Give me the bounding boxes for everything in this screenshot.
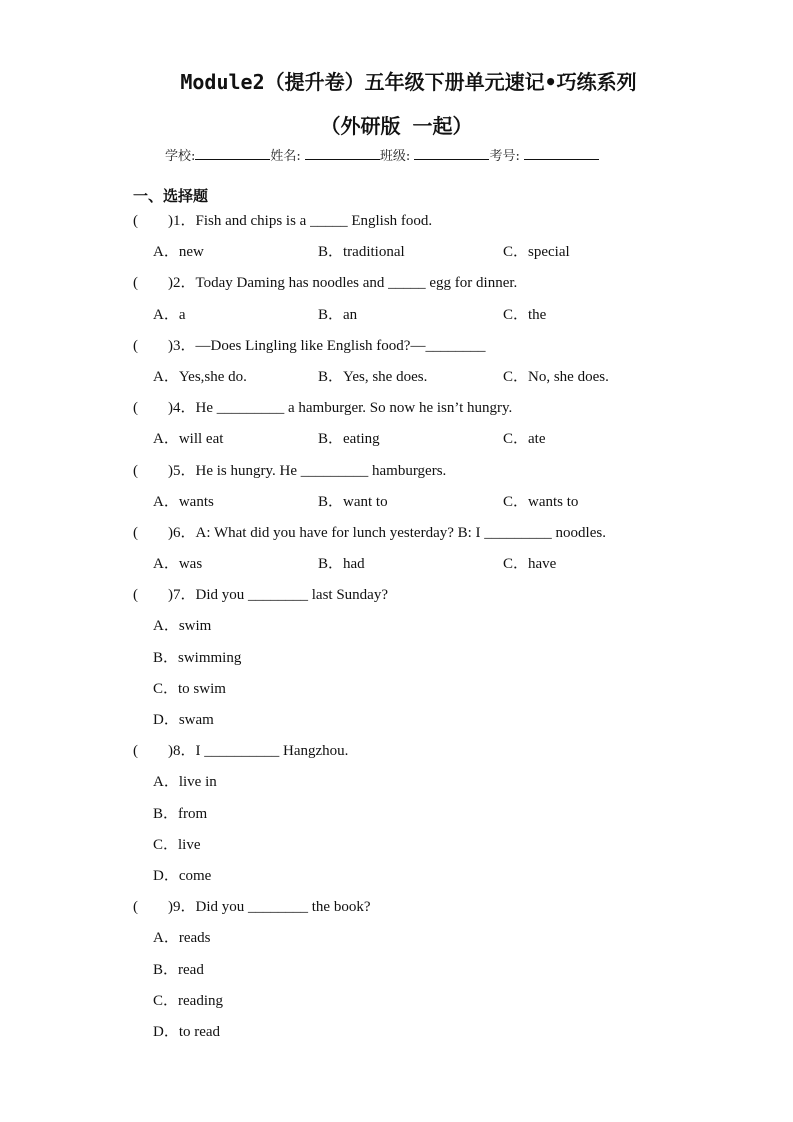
options-row xyxy=(133,362,733,393)
option[interactable]: A．Yes,she do. xyxy=(153,368,247,385)
question-8: ( )8．I __________ Hangzhou. xyxy=(133,743,349,760)
page-title: Module2（提升卷）五年级下册单元速记•巧练系列 xyxy=(180,70,637,94)
question-4: ( )4．He _________ a hamburger. So now he isn’t hungry. xyxy=(133,400,513,417)
option[interactable]: D．swam xyxy=(153,712,214,728)
option[interactable]: A．swim xyxy=(153,618,212,635)
question-7: ( )7．Did you ________ last Sunday? xyxy=(133,587,388,604)
name-label: 姓名: xyxy=(270,149,301,164)
name-blank[interactable] xyxy=(305,147,380,160)
option[interactable]: C．to swim xyxy=(153,680,226,697)
options-row xyxy=(133,549,733,580)
option[interactable]: C．have xyxy=(503,556,557,573)
option[interactable]: A．live in xyxy=(153,774,217,791)
option[interactable]: C．special xyxy=(503,244,570,261)
option[interactable]: D．come xyxy=(153,867,212,884)
option[interactable]: B．eating xyxy=(318,431,380,448)
school-label: 学校: xyxy=(165,149,196,164)
option[interactable]: B．Yes, she does. xyxy=(318,368,428,385)
question-1: ( )1．Fish and chips is a _____ English food. xyxy=(133,213,433,229)
option[interactable]: A．new xyxy=(153,244,204,261)
option[interactable]: C．reading xyxy=(153,992,223,1009)
class-label: 班级: xyxy=(379,149,411,164)
class-blank[interactable] xyxy=(414,147,489,160)
question-2: ( )2．Today Daming has noodles and _____ egg for dinner. xyxy=(133,275,518,292)
option[interactable]: A．reads xyxy=(153,930,211,947)
question-3: ( )3．—Does Lingling like English food?—________ xyxy=(133,337,486,354)
options-row xyxy=(133,487,733,518)
section-heading: 一、选择题 xyxy=(133,187,209,205)
option[interactable]: A．wants xyxy=(153,493,214,510)
number-label: 考号: xyxy=(489,149,520,164)
question-list xyxy=(133,206,733,1048)
student-info xyxy=(165,145,599,164)
option[interactable]: B．swimming xyxy=(153,649,242,666)
option[interactable]: B．read xyxy=(153,961,204,978)
option[interactable]: B．traditional xyxy=(318,244,405,261)
option[interactable]: A．will eat xyxy=(153,431,224,448)
options-row xyxy=(133,424,733,455)
question-6: ( )6．A: What did you have for lunch yesterday? B: I _________ noodles. xyxy=(133,524,606,541)
option[interactable]: B．want to xyxy=(318,493,388,510)
option[interactable]: A．was xyxy=(153,556,203,573)
option[interactable]: A．a xyxy=(153,306,186,323)
option[interactable]: C．the xyxy=(503,306,547,323)
option[interactable]: C．ate xyxy=(503,431,546,448)
options-row xyxy=(133,300,733,331)
number-blank[interactable] xyxy=(524,147,599,160)
option[interactable]: B．had xyxy=(318,556,365,573)
option[interactable]: D．to read xyxy=(153,1023,221,1040)
page-subtitle: （外研版 一起） xyxy=(320,114,473,138)
option[interactable]: B．from xyxy=(153,805,208,822)
option[interactable]: C．No, she does. xyxy=(503,368,609,385)
options-row xyxy=(133,237,733,268)
option[interactable]: C．wants to xyxy=(503,493,579,510)
option[interactable]: B．an xyxy=(318,306,358,323)
question-9: ( )9．Did you ________ the book? xyxy=(133,899,371,916)
question-5: ( )5．He is hungry. He _________ hamburgers. xyxy=(133,462,447,479)
option[interactable]: C．live xyxy=(153,836,201,853)
school-blank[interactable] xyxy=(195,147,270,160)
